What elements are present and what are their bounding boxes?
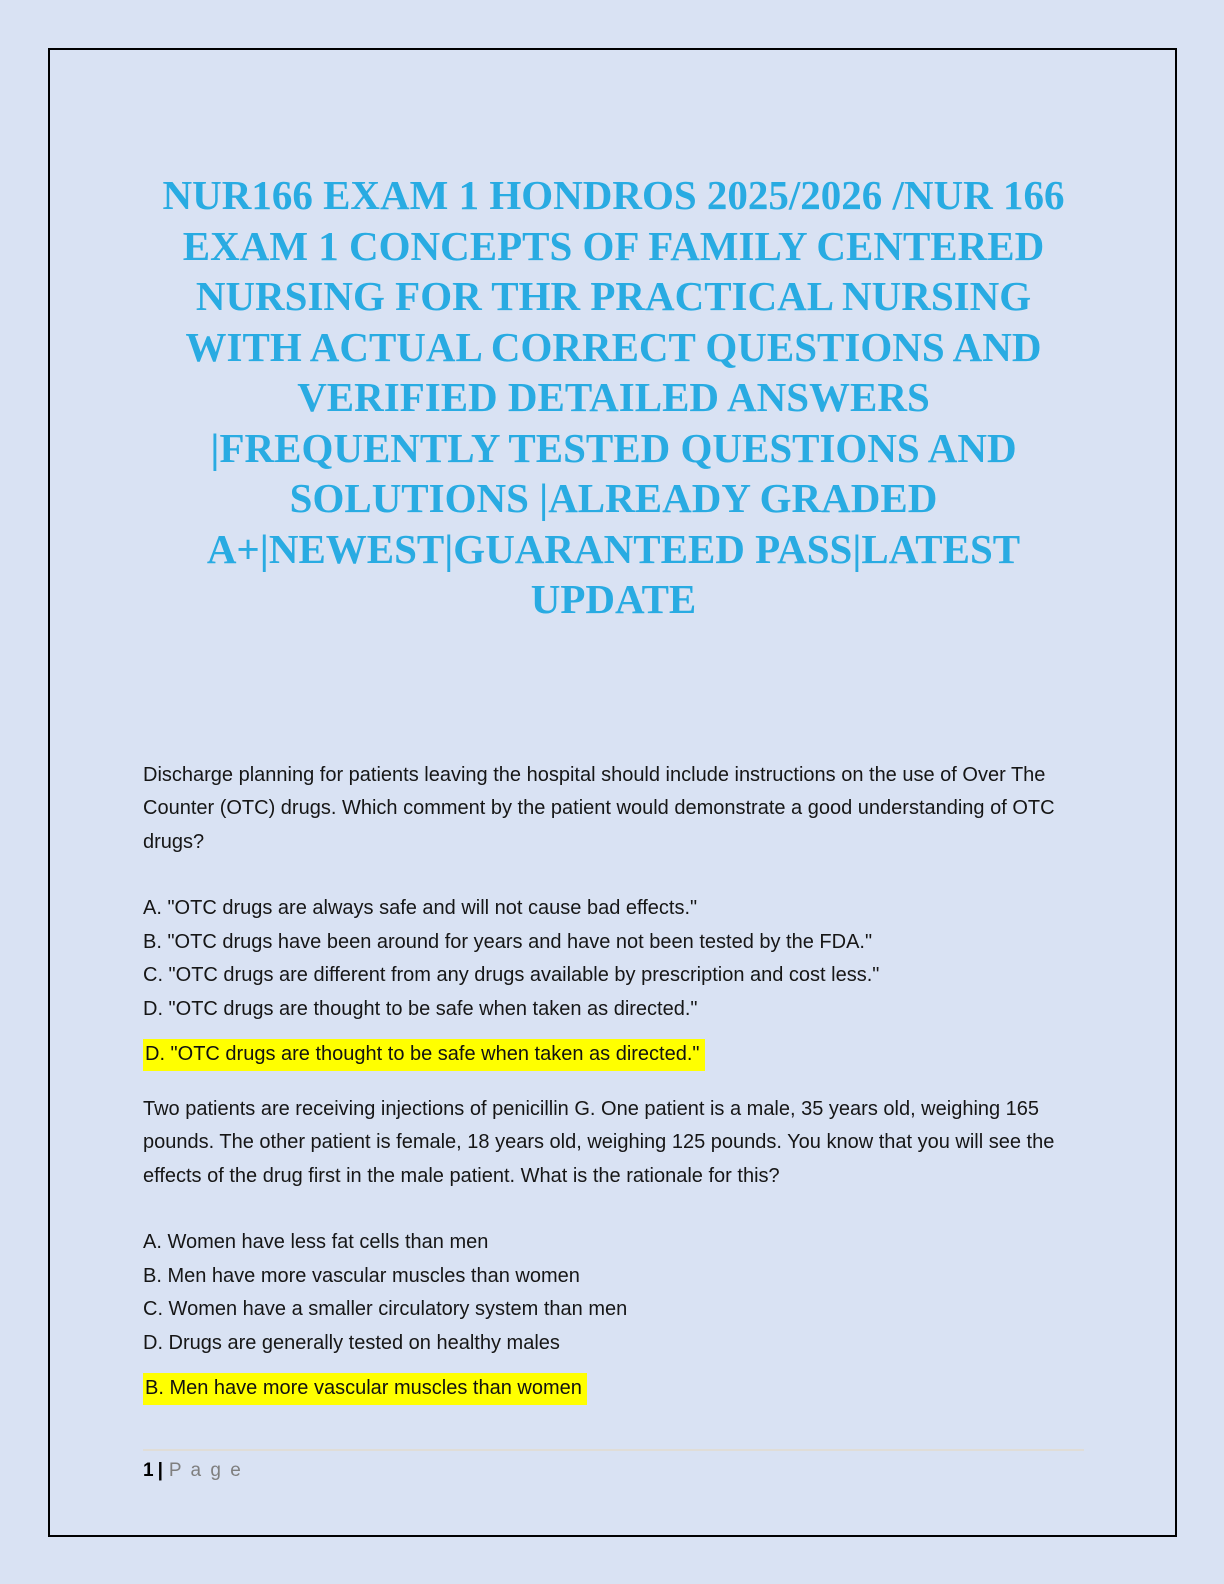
- title-line: SOLUTIONS |ALREADY GRADED: [289, 475, 938, 521]
- question-1-prompt: Discharge planning for patients leaving the hospital should include instructions on the use of Over The Counter (OTC) drugs. Which comment by the patient would demonstrate a good understanding of OTC drugs?: [143, 763, 1055, 853]
- title-line: NURSING FOR THR PRACTICAL NURSING: [195, 273, 1032, 319]
- title-line: EXAM 1 CONCEPTS OF FAMILY CENTERED: [182, 222, 1045, 269]
- option-line-d: D. "OTC drugs are thought to be safe when taken as directed.": [143, 997, 698, 1020]
- option-line-a: A. Women have less fat cells than men: [143, 1231, 489, 1253]
- page-content: [143, 50, 1084, 1427]
- title-line: |FREQUENTLY TESTED QUESTIONS AND: [210, 424, 1017, 471]
- document-title: [143, 170, 1084, 625]
- title-line: VERIFIED DETAILED ANSWERS: [297, 374, 930, 420]
- page-border-frame: [48, 48, 1177, 1537]
- answer-highlight: D. "OTC drugs are thought to be safe when taken as directed.": [143, 1039, 705, 1071]
- question-1-options: [143, 892, 1084, 1026]
- title-line: NUR166 EXAM 1 HONDROS 2025/2026 /NUR 166: [162, 172, 1065, 218]
- option-line-c: C. "OTC drugs are different from any drugs available by prescription and cost less.": [143, 964, 880, 986]
- footer-divider: |: [157, 1460, 163, 1481]
- option-line-a: A. "OTC drugs are always safe and will not cause bad effects.": [143, 897, 698, 919]
- question-2-answer-line: [143, 1372, 1084, 1406]
- page-footer: [143, 1449, 1084, 1482]
- title-line: A+|NEWEST|GUARANTEED PASS|LATEST: [206, 525, 1021, 572]
- question-block-2: [143, 1093, 1084, 1406]
- option-line-b: B. Men have more vascular muscles than women: [143, 1264, 580, 1287]
- question-2-prompt: Two patients are receiving injections of penicillin G. One patient is a male, 35 years old, weighing 165 pounds. The other patient is female, 18 years old, weighing 125 pounds. You know that you will see the effects of the drug first in the male patient. What is the rationale for this?: [143, 1097, 1055, 1187]
- title-line: UPDATE: [530, 576, 697, 622]
- option-line-d: D. Drugs are generally tested on healthy males: [143, 1331, 560, 1354]
- question-2-options: [143, 1226, 1084, 1360]
- footer-label: P a g e: [168, 1460, 243, 1481]
- option-line-c: C. Women have a smaller circulatory system than men: [143, 1298, 628, 1320]
- answer-highlight: B. Men have more vascular muscles than women: [143, 1373, 587, 1405]
- question-1-answer-line: [143, 1038, 1084, 1072]
- title-line: WITH ACTUAL CORRECT QUESTIONS AND: [185, 323, 1042, 370]
- option-line-b: B. "OTC drugs have been around for years and have not been tested by the FDA.": [143, 930, 873, 953]
- question-block-1: [143, 759, 1084, 1072]
- page-number: 1: [143, 1460, 154, 1481]
